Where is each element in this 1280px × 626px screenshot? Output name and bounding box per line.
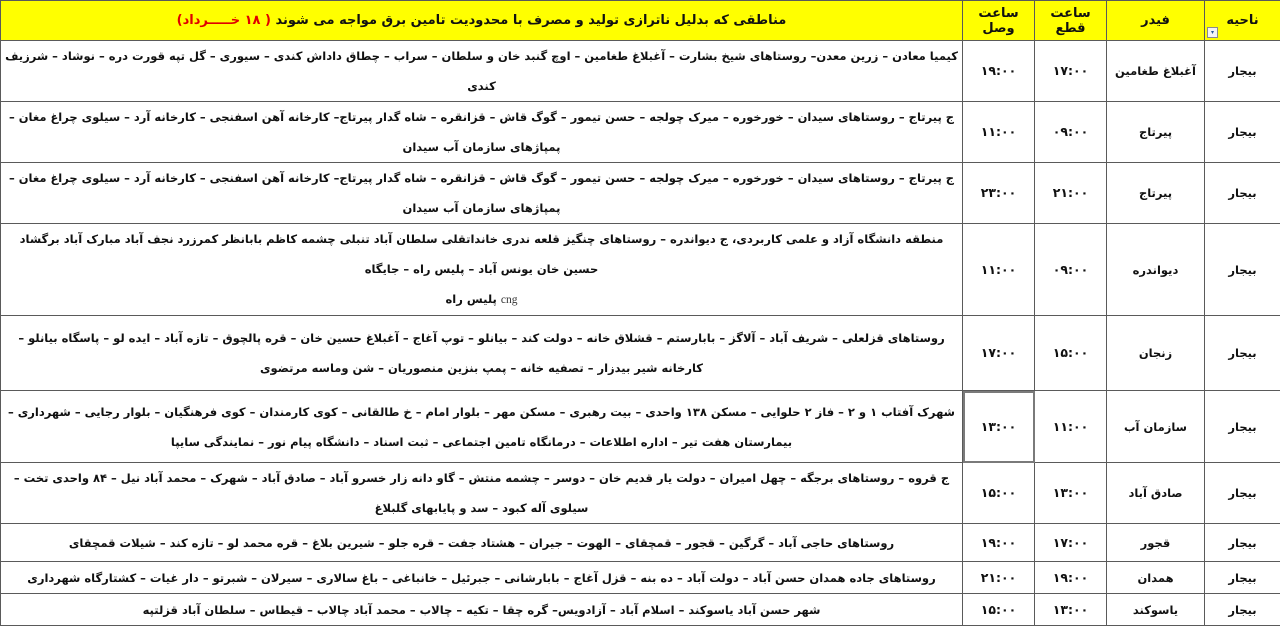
cell-region[interactable]: بیجار bbox=[1205, 41, 1280, 102]
cell-region[interactable]: بیجار bbox=[1205, 316, 1280, 391]
cell-areas[interactable]: روستاهای حاجی آباد – گرگین – قجور – قمچقای – الهوت – جیران – هشتاد جفت – قره جلو – شیرین بلاغ – قره محمد لو – تازه کند – شیلات قمچقای bbox=[1, 524, 963, 562]
cell-feeder[interactable]: پیرتاج bbox=[1107, 163, 1205, 224]
table-row bbox=[1, 562, 1280, 594]
filter-dropdown-icon[interactable]: ▾ bbox=[1207, 27, 1218, 38]
cell-areas[interactable]: ج پیرتاج – روستاهای سیدان – خورخوره – میرک چولجه – حسن تیمور – گوگ قاش – قزانقره – شاه گدار پیرتاج– کارخانه آهن اسفنجی – کارخانه آرد – سیلوی چراغ مغان – پمپاژهای سازمان آب سیدان bbox=[1, 102, 963, 163]
cell-region[interactable]: بیجار bbox=[1205, 594, 1280, 626]
cell-connect-time[interactable]: ۲۱:۰۰ bbox=[963, 562, 1035, 594]
header-areas-title: مناطقی که بدلیل ناترازی تولید و مصرف با محدودیت تامین برق مواجه می شوند bbox=[276, 13, 787, 28]
cell-region[interactable]: بیجار bbox=[1205, 524, 1280, 562]
cell-feeder[interactable]: آغبلاغ طغامین bbox=[1107, 41, 1205, 102]
cell-feeder[interactable]: قجور bbox=[1107, 524, 1205, 562]
areas-cng-text: cng bbox=[501, 294, 518, 306]
header-feeder[interactable]: فیدر bbox=[1107, 1, 1205, 41]
cell-region[interactable]: بیجار bbox=[1205, 391, 1280, 463]
areas-tail-text: پلیس راه bbox=[446, 292, 497, 306]
cell-feeder[interactable]: همدان bbox=[1107, 562, 1205, 594]
cell-cut-time[interactable]: ۱۳:۰۰ bbox=[1035, 594, 1107, 626]
cell-region[interactable]: بیجار bbox=[1205, 224, 1280, 316]
areas-text: منطقه دانشگاه آزاد و علمی کاربردی، ج دیواندره – روستاهای چنگیز قلعه ندری خانداتقلی سلطان آباد تنبلی چشمه کاظم بابانظر کمرزرد نجف آباد مبارک آباد برگشاد حسین خان یونس آباد – پلیس راه – جایگاه bbox=[20, 232, 944, 276]
cell-connect-time[interactable]: ۱۱:۰۰ bbox=[963, 102, 1035, 163]
cell-connect-time[interactable]: ۲۳:۰۰ bbox=[963, 163, 1035, 224]
table-row bbox=[1, 163, 1280, 224]
table-row bbox=[1, 224, 1280, 316]
cell-cut-time[interactable]: ۱۵:۰۰ bbox=[1035, 316, 1107, 391]
header-areas[interactable] bbox=[1, 1, 963, 41]
cell-cut-time[interactable]: ۱۳:۰۰ bbox=[1035, 463, 1107, 524]
cell-feeder[interactable]: سازمان آب bbox=[1107, 391, 1205, 463]
cell-areas[interactable]: کیمیا معادن – زرین معدن– روستاهای شیخ بشارت – آغبلاغ طغامین – اوچ گنبد خان و سلطان – سراب – چطاق داداش کندی – سیوری – گل تپه قورت دره – نوشاد – شرزیف کندی bbox=[1, 41, 963, 102]
cell-cut-time[interactable]: ۰۹:۰۰ bbox=[1035, 102, 1107, 163]
cell-feeder[interactable]: پیرتاج bbox=[1107, 102, 1205, 163]
table-row bbox=[1, 463, 1280, 524]
table-row bbox=[1, 594, 1280, 626]
cell-connect-time[interactable]: ۱۱:۰۰ bbox=[963, 224, 1035, 316]
table-row bbox=[1, 41, 1280, 102]
cell-connect-time[interactable]: ۱۵:۰۰ bbox=[963, 463, 1035, 524]
cell-connect-time[interactable]: ۱۷:۰۰ bbox=[963, 316, 1035, 391]
table-row bbox=[1, 102, 1280, 163]
cell-cut-time[interactable]: ۲۱:۰۰ bbox=[1035, 163, 1107, 224]
table-row bbox=[1, 524, 1280, 562]
cell-feeder[interactable]: دیواندره bbox=[1107, 224, 1205, 316]
header-region-label: ناحیه bbox=[1226, 13, 1258, 28]
cell-cut-time[interactable]: ۰۹:۰۰ bbox=[1035, 224, 1107, 316]
cell-areas[interactable]: روستاهای جاده همدان حسن آباد – دولت آباد – ده بنه – قزل آغاج – بابارشانی – جبرئیل – خانباغی – باغ سالاری – سیرلان – شبرتو – دار غیات – کشتارگاه شهرداری bbox=[1, 562, 963, 594]
cell-areas[interactable]: ج قروه – روستاهای برجگه – چهل امیران – دولت یار قدیم خان – دوسر – چشمه منتش – گاو دانه زار خسرو آباد – صادق آباد – شهرک – محمد آباد نیل – ۸۴ واحدی تخت –سیلوی آله کبود – سد و پایابهای گلبلاغ bbox=[1, 463, 963, 524]
cell-connect-time-selected[interactable]: ۱۳:۰۰ bbox=[963, 391, 1035, 463]
cell-cut-time[interactable]: ۱۹:۰۰ bbox=[1035, 562, 1107, 594]
cell-cut-time[interactable]: ۱۷:۰۰ bbox=[1035, 524, 1107, 562]
cell-cut-time[interactable]: ۱۱:۰۰ bbox=[1035, 391, 1107, 463]
cell-region[interactable]: بیجار bbox=[1205, 562, 1280, 594]
header-areas-date: ( ۱۸ خـــــرداد) bbox=[177, 13, 271, 28]
cell-feeder[interactable]: صادق آباد bbox=[1107, 463, 1205, 524]
header-row bbox=[1, 1, 1280, 41]
cell-feeder[interactable]: زنجان bbox=[1107, 316, 1205, 391]
cell-region[interactable]: بیجار bbox=[1205, 463, 1280, 524]
header-cut-time[interactable]: ساعت قطع bbox=[1035, 1, 1107, 41]
cell-region[interactable]: بیجار bbox=[1205, 102, 1280, 163]
header-connect-time[interactable]: ساعت وصل bbox=[963, 1, 1035, 41]
table-row bbox=[1, 391, 1280, 463]
cell-region[interactable]: بیجار bbox=[1205, 163, 1280, 224]
table-row bbox=[1, 316, 1280, 391]
cell-areas[interactable]: شهرک آفتاب ۱ و ۲ – فاز ۲ حلوایی – مسکن ۱۳۸ واحدی – بیت رهبری – مسکن مهر – بلوار امام – خ طالقانی – کوی کارمندان – کوی فرهنگیان – بلوار رجایی – شهرداری – بیمارستان هفت تیر – اداره اطلاعات – درمانگاه تامین اجتماعی – ثبت اسناد – دانشگاه پیام نور – نمایندگی سایپا bbox=[1, 391, 963, 463]
cell-cut-time[interactable]: ۱۷:۰۰ bbox=[1035, 41, 1107, 102]
cell-feeder[interactable]: یاسوکند bbox=[1107, 594, 1205, 626]
cell-areas[interactable] bbox=[1, 224, 963, 316]
cell-connect-time[interactable]: ۱۵:۰۰ bbox=[963, 594, 1035, 626]
cell-areas[interactable]: ج پیرتاج – روستاهای سیدان – خورخوره – میرک چولجه – حسن تیمور – گوگ قاش – قزانقره – شاه گدار پیرتاج– کارخانه آهن اسفنجی – کارخانه آرد – سیلوی چراغ مغان – پمپاژهای سازمان آب سیدان bbox=[1, 163, 963, 224]
cell-areas[interactable]: روستاهای قزلعلی – شریف آباد – آلاگز – بابارستم – قشلاق خانه – دولت کند – بیانلو – توپ آغاج – آغبلاغ حسین خان – قره پالچوق – تازه آباد – ایده لو – پاسگاه بیانلو – کارخانه شیر بیدزار – تصفیه خانه – پمپ بنزین منصوریان – شن وماسه مرتضوی bbox=[1, 316, 963, 391]
header-region[interactable] bbox=[1205, 1, 1280, 41]
cell-connect-time[interactable]: ۱۹:۰۰ bbox=[963, 524, 1035, 562]
cell-connect-time[interactable]: ۱۹:۰۰ bbox=[963, 41, 1035, 102]
cell-areas[interactable]: شهر حسن آباد یاسوکند – اسلام آباد – آزادویس– گره چقا – تکیه – چالاب – محمد آباد چالاب – قیطاس – سلطان آباد قزلتپه bbox=[1, 594, 963, 626]
